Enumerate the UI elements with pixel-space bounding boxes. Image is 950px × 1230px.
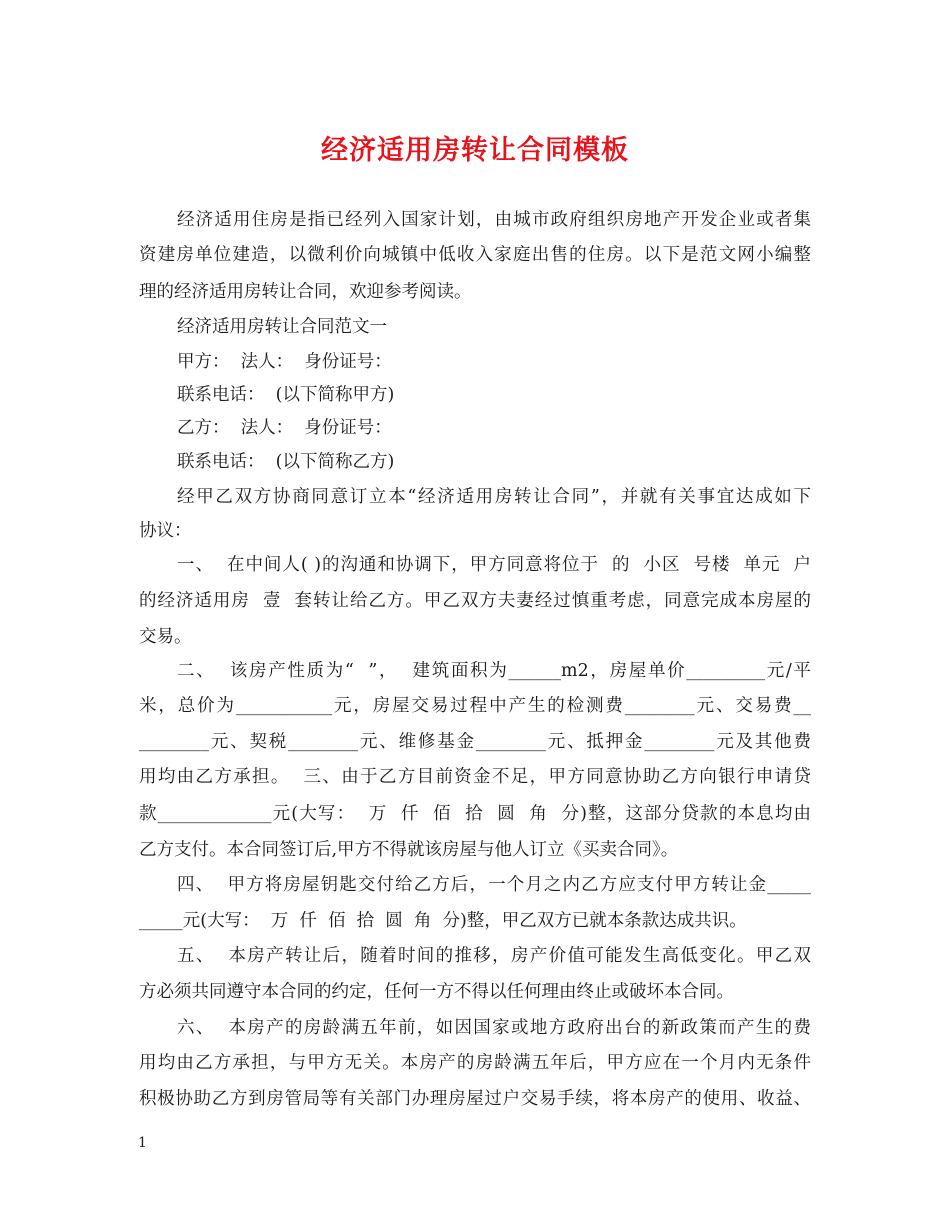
text-line: 乙方： 法人： 身份证号： <box>177 418 392 438</box>
text-line: 六、 本房产的房龄满五年前，如因国家或地方政府出台的新政策而产生的费 <box>177 1018 811 1038</box>
page-number: 1 <box>138 1135 147 1151</box>
text-line: 积极协助乙方到房管局等有关部门办理房屋过户交易手续，将本房产的使用、收益、 <box>139 1089 811 1109</box>
text-line: 经甲乙双方协商同意订立本“经济适用房转让合同”，并就有关事宜达成如下 <box>177 487 811 507</box>
text-line: _____元(大写： 万 仟 佰 拾 圆 角 分)整，甲乙双方已就本条款达成共识。 <box>139 911 747 931</box>
text-line: 四、 甲方将房屋钥匙交付给乙方后，一个月之内乙方应支付甲方转让金_____ <box>177 875 811 895</box>
document-title: 经济适用房转让合同模板 <box>321 135 629 166</box>
text-line: 乙方支付。本合同签订后,甲方不得就该房屋与他人订立《买卖合同》。 <box>139 840 679 860</box>
text-line: 方必须共同遵守本合同的约定，任何一方不得以任何理由终止或破坏本合同。 <box>139 982 734 1002</box>
text-line: 二、 该房产性质为“ ”， 建筑面积为______m2，房屋单价_________元/平 <box>177 661 811 681</box>
text-line: 经济适用住房是指已经列入国家计划，由城市政府组织房地产开发企业或者集 <box>177 210 811 230</box>
text-line: 用均由乙方承担，与甲方无关。本房产的房龄满五年后，甲方应在一个月内无条件 <box>139 1053 811 1073</box>
text-line: 五、 本房产转让后，随着时间的推移，房产价值可能发生高低变化。甲乙双 <box>177 946 811 966</box>
text-line: 的经济适用房 壹 套转让给乙方。甲乙双方夫妻经过慎重考虑，同意完成本房屋的 <box>139 591 811 611</box>
text-line: 甲方： 法人： 身份证号： <box>177 352 392 372</box>
text-line: 米，总价为___________元，房屋交易过程中产生的检测费________元、交易费__ <box>139 696 811 716</box>
text-line: 资建房单位建造，以微利价向城镇中低收入家庭出售的住房。以下是范文网小编整 <box>139 245 811 265</box>
text-line: 理的经济适用房转让合同，欢迎参考阅读。 <box>139 282 472 302</box>
text-line: 交易。 <box>139 627 192 647</box>
text-line: 经济适用房转让合同范文一 <box>177 317 387 337</box>
text-line: 一、 在中间人( )的沟通和协调下，甲方同意将位于 的 小区 号楼 单元 户 <box>177 555 811 575</box>
text-line: 联系电话： (以下简称甲方) <box>177 385 395 405</box>
text-line: 用均由乙方承担。 三、由于乙方目前资金不足，甲方同意协助乙方向银行申请贷 <box>139 767 811 787</box>
text-line: ________元、契税________元、维修基金________元、抵押金________元及其他费 <box>139 732 811 752</box>
text-line: 款_____________元(大写： 万 仟 佰 拾 圆 角 分)整，这部分贷款的本息均由 <box>139 804 811 824</box>
text-line: 联系电话： (以下简称乙方) <box>177 452 395 472</box>
text-line: 协议： <box>139 521 192 541</box>
